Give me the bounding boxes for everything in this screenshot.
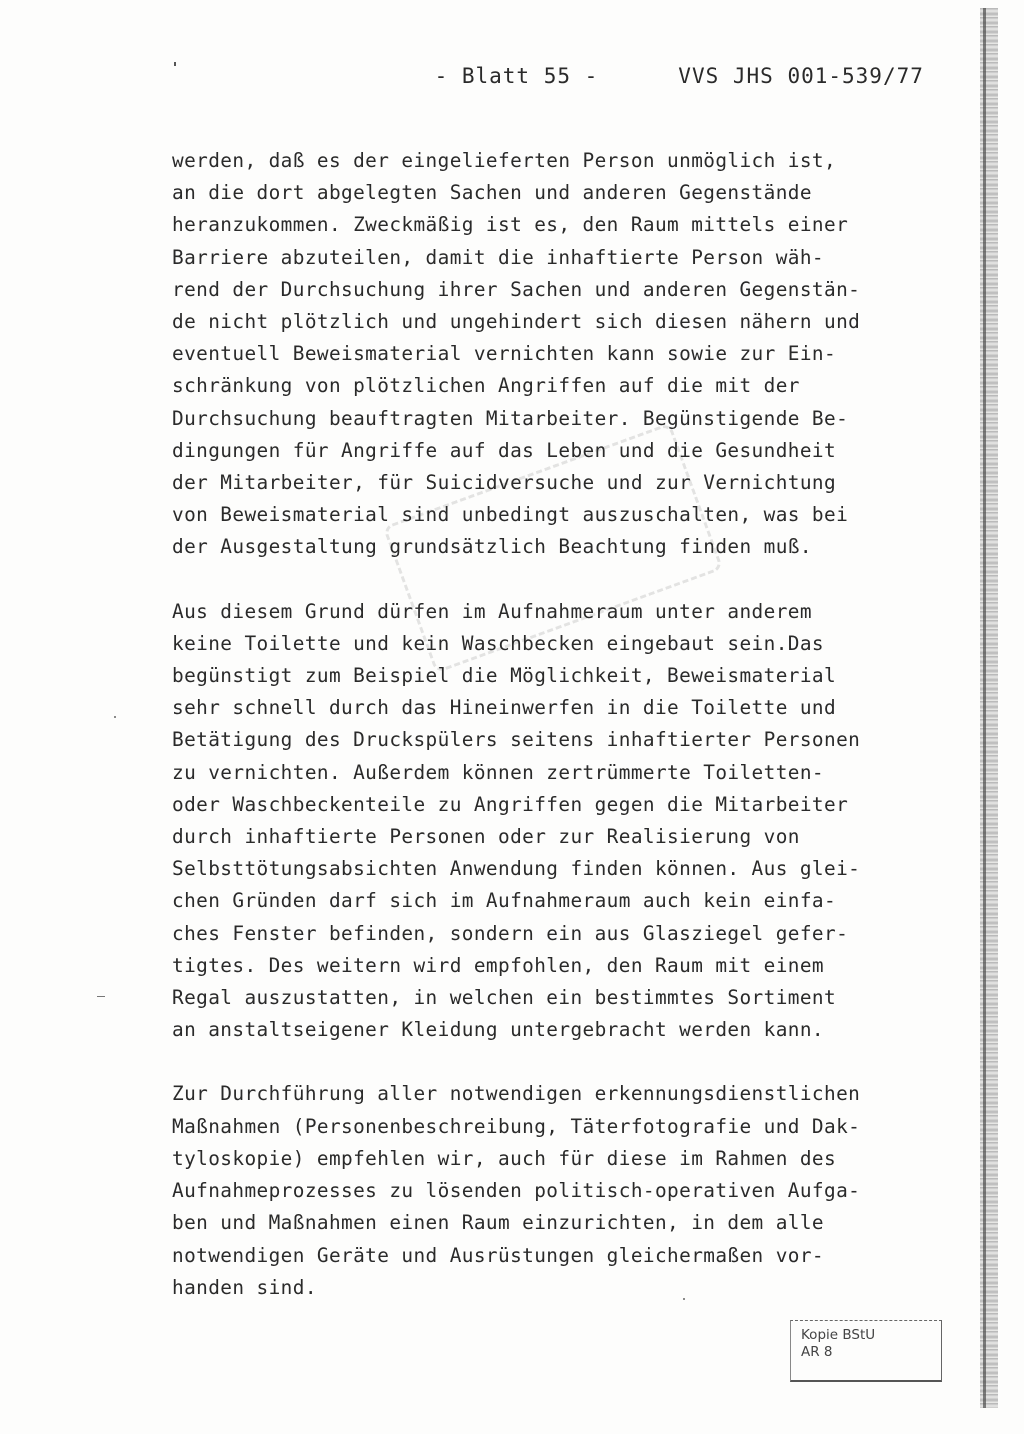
text-line: Selbsttötungsabsichten Anwendung finden können. Aus glei- xyxy=(172,857,861,881)
paragraph-3 xyxy=(172,1078,892,1303)
scan-edge-line xyxy=(983,8,986,1408)
text-line: Aus diesem Grund dürfen im Aufnahmeraum unter anderem xyxy=(172,599,812,623)
text-line: der Ausgestaltung grundsätzlich Beachtung finden muß. xyxy=(172,535,812,559)
text-line: keine Toilette und kein Waschbecken eingebaut sein.Das xyxy=(172,631,825,655)
archive-stamp xyxy=(790,1320,942,1382)
stamp-line-1: Kopie BStU xyxy=(801,1327,876,1343)
text-line: chen Gründen darf sich im Aufnahmeraum auch kein einfa- xyxy=(172,889,837,913)
text-line: notwendigen Geräte und Ausrüstungen gleichermaßen vor- xyxy=(172,1243,825,1267)
text-line: ches Fenster befinden, sondern ein aus Glasziegel gefer- xyxy=(172,921,849,945)
text-line: handen sind. xyxy=(172,1275,317,1299)
text-line: schränkung von plötzlichen Angriffen auf die mit der xyxy=(172,374,800,398)
sheet-number: - Blatt 55 - xyxy=(434,64,599,88)
text-line: tyloskopie) empfehlen wir, auch für diese im Rahmen des xyxy=(172,1146,837,1170)
text-line: heranzukommen. Zweckmäßig ist es, den Raum mittels einer xyxy=(172,213,849,237)
text-line: Regal auszustatten, in welchen ein bestimmtes Sortiment xyxy=(172,986,837,1010)
text-line: tigtes. Des weitern wird empfohlen, den Raum mit einem xyxy=(172,953,825,977)
text-line: dingungen für Angriffe auf das Leben und die Gesundheit xyxy=(172,438,837,462)
text-line: der Mitarbeiter, für Suicidversuche und zur Vernichtung xyxy=(172,471,837,495)
paragraph-2 xyxy=(172,596,892,1047)
text-line: an die dort abgelegten Sachen und anderen Gegenstände xyxy=(172,181,812,205)
paragraph-1 xyxy=(172,145,892,564)
text-line: sehr schnell durch das Hineinwerfen in die Toilette und xyxy=(172,696,837,720)
text-line: de nicht plötzlich und ungehindert sich diesen nähern und xyxy=(172,310,861,334)
page-header xyxy=(380,40,924,112)
text-line: werden, daß es der eingelieferten Person unmöglich ist, xyxy=(172,149,837,172)
scan-speck xyxy=(683,1298,685,1300)
text-line: an anstaltseigener Kleidung untergebracht werden kann. xyxy=(172,1018,825,1042)
text-line: Barriere abzuteilen, damit die inhaftierte Person wäh- xyxy=(172,245,825,269)
body-text xyxy=(172,145,892,1304)
text-line: zu vernichten. Außerdem können zertrümmerte Toiletten- xyxy=(172,760,825,784)
text-line: ben und Maßnahmen einen Raum einzurichten, in dem alle xyxy=(172,1211,825,1235)
text-line: von Beweismaterial sind unbedingt auszuschalten, was bei xyxy=(172,503,849,527)
text-line: eventuell Beweismaterial vernichten kann sowie zur Ein- xyxy=(172,342,837,366)
scan-speck xyxy=(114,716,116,718)
stamp-line-2: AR 8 xyxy=(801,1344,833,1360)
text-line: rend der Durchsuchung ihrer Sachen und anderen Gegenstän- xyxy=(172,277,861,301)
margin-tick xyxy=(174,62,176,66)
document-reference: VVS JHS 001-539/77 xyxy=(678,64,924,88)
text-line: begünstigt zum Beispiel die Möglichkeit, Beweismaterial xyxy=(172,664,837,688)
text-line: Durchsuchung beauftragten Mitarbeiter. Begünstigende Be- xyxy=(172,406,849,430)
text-line: Betätigung des Druckspülers seitens inhaftierter Personen xyxy=(172,728,861,752)
text-line: Zur Durchführung aller notwendigen erkennungsdienstlichen xyxy=(172,1082,861,1106)
text-line: Maßnahmen (Personenbeschreibung, Täterfotografie und Dak- xyxy=(172,1114,861,1138)
text-line: oder Waschbeckenteile zu Angriffen gegen die Mitarbeiter xyxy=(172,792,849,816)
text-line: Aufnahmeprozesses zu lösenden politisch-operativen Aufga- xyxy=(172,1179,861,1203)
text-line: durch inhaftierte Personen oder zur Realisierung von xyxy=(172,825,800,849)
margin-mark xyxy=(97,996,105,997)
